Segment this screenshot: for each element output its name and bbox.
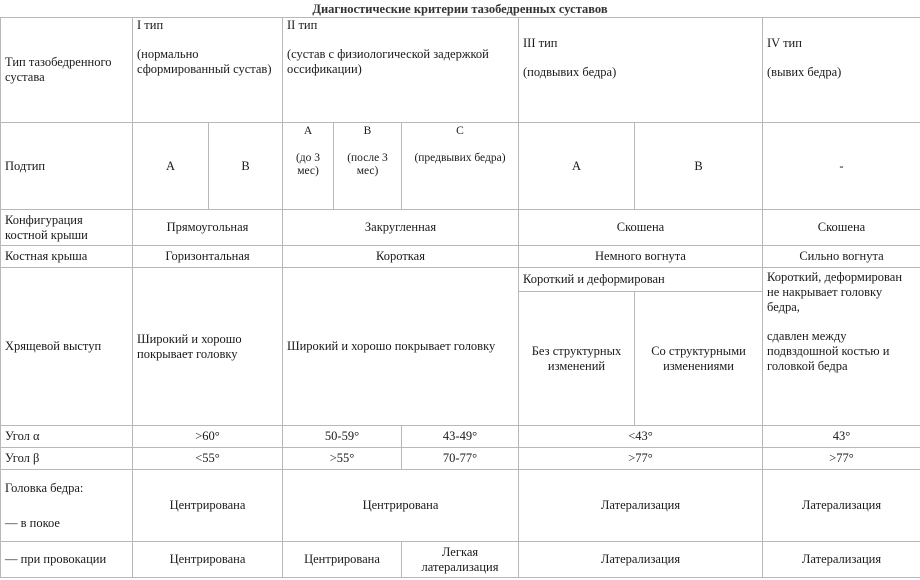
type2-header: [283, 18, 519, 123]
cartilage-type3-head: Короткий и деформирован: [519, 268, 763, 292]
subtype-2c-name: С: [456, 125, 464, 137]
type4-name: IV тип: [767, 36, 802, 50]
subtype-4: -: [763, 123, 920, 210]
cartilage-type4: [763, 268, 920, 426]
row-label-subtype: Подтип: [1, 123, 133, 210]
beta-type4: >77°: [763, 448, 920, 470]
row-head-provocation: [1, 542, 920, 578]
head-rest-type2: Центрирована: [283, 470, 519, 542]
type3-name: III тип: [523, 36, 558, 50]
row-label-roof-config: Конфигурация костной крыши: [1, 210, 133, 246]
type3-desc: (подвывих бедра): [523, 65, 617, 79]
head-prov-type1: Центрирована: [133, 542, 283, 578]
beta-type2ab: >55°: [283, 448, 402, 470]
bony-roof-type1: Горизонтальная: [133, 246, 283, 268]
head-prov-type4: Латерализация: [763, 542, 920, 578]
roof-config-type4: Скошена: [763, 210, 920, 246]
roof-config-type2: Закругленная: [283, 210, 519, 246]
rest-label: — в покое: [5, 515, 60, 530]
subtype-2c-desc: (предвывих бедра): [414, 152, 506, 164]
type1-name: I тип: [137, 18, 164, 32]
head-prov-type2c: Легкая латерализация: [402, 542, 519, 578]
alpha-type2ab: 50-59°: [283, 426, 402, 448]
subtype-2b-desc: (после 3 мес): [347, 152, 388, 177]
cartilage-type3a: Без структурных изменений: [519, 292, 635, 426]
table-title: Диагностические критерии тазобедренных суставов: [312, 2, 608, 16]
head-rest-type4: Латерализация: [763, 470, 920, 542]
head-prov-type2ab: Центрирована: [283, 542, 402, 578]
alpha-type1: >60°: [133, 426, 283, 448]
row-roof-config: [1, 210, 920, 246]
cartilage-type4-part1: Короткий, деформирован не накрывает головку бедра,: [767, 270, 903, 314]
row-label-angle-beta: Угол β: [1, 448, 133, 470]
row-angle-alpha: [1, 426, 920, 448]
row-label-angle-alpha: Угол α: [1, 426, 133, 448]
row-bony-roof: [1, 246, 920, 268]
row-cartilage: [1, 268, 920, 292]
type4-desc: (вывих бедра): [767, 65, 842, 79]
type1-header: [133, 18, 283, 123]
cartilage-type1: Широкий и хорошо покрывает головку: [133, 268, 283, 426]
femoral-head-label: Головка бедра:: [5, 480, 84, 495]
subtype-3a: А: [519, 123, 635, 210]
bony-roof-type3: Немного вогнута: [519, 246, 763, 268]
subtype-2a-name: А: [303, 125, 313, 137]
subtype-2a: [283, 123, 334, 210]
type2-desc: (сустав с физиологической задержкой оссификации): [287, 47, 489, 76]
subtype-3b: В: [635, 123, 763, 210]
bony-roof-type2: Короткая: [283, 246, 519, 268]
alpha-type4: 43°: [763, 426, 920, 448]
cartilage-type3b: Со структурными изменениями: [635, 292, 763, 426]
row-angle-beta: [1, 448, 920, 470]
row-label-cartilage: Хрящевой выступ: [1, 268, 133, 426]
bony-roof-type4: Сильно вогнута: [763, 246, 920, 268]
subtype-1b: В: [209, 123, 283, 210]
type3-header: [519, 18, 763, 123]
alpha-type3: <43°: [519, 426, 763, 448]
head-rest-type3: Латерализация: [519, 470, 763, 542]
beta-type2c: 70-77°: [402, 448, 519, 470]
beta-type3: >77°: [519, 448, 763, 470]
subtype-2b-name: В: [363, 125, 372, 137]
row-label-head-rest: [1, 470, 133, 542]
subtype-1a: А: [133, 123, 209, 210]
roof-config-type3: Скошена: [519, 210, 763, 246]
row-head-rest: [1, 470, 920, 542]
row-subtype: [1, 123, 920, 210]
type2-name: II тип: [287, 18, 318, 32]
head-rest-type1: Центрирована: [133, 470, 283, 542]
criteria-table: [0, 17, 920, 578]
subtype-2c: [402, 123, 519, 210]
row-label-provocation: — при провокации: [1, 542, 133, 578]
type4-header: [763, 18, 920, 123]
subtype-2b: [334, 123, 402, 210]
beta-type1: <55°: [133, 448, 283, 470]
cartilage-type4-part2: сдавлен между подвздошной костью и головкой бедра: [767, 329, 890, 373]
type1-desc: (нормально сформированный сустав): [137, 47, 272, 76]
row-types: [1, 18, 920, 123]
cartilage-type2: Широкий и хорошо покрывает головку: [283, 268, 519, 426]
row-label-bony-roof: Костная крыша: [1, 246, 133, 268]
roof-config-type1: Прямоугольная: [133, 210, 283, 246]
alpha-type2c: 43-49°: [402, 426, 519, 448]
subtype-2a-desc: (до 3 мес): [295, 152, 321, 177]
row-label-joint-type: Тип тазобедренного сустава: [1, 18, 133, 123]
head-prov-type3: Латерализация: [519, 542, 763, 578]
